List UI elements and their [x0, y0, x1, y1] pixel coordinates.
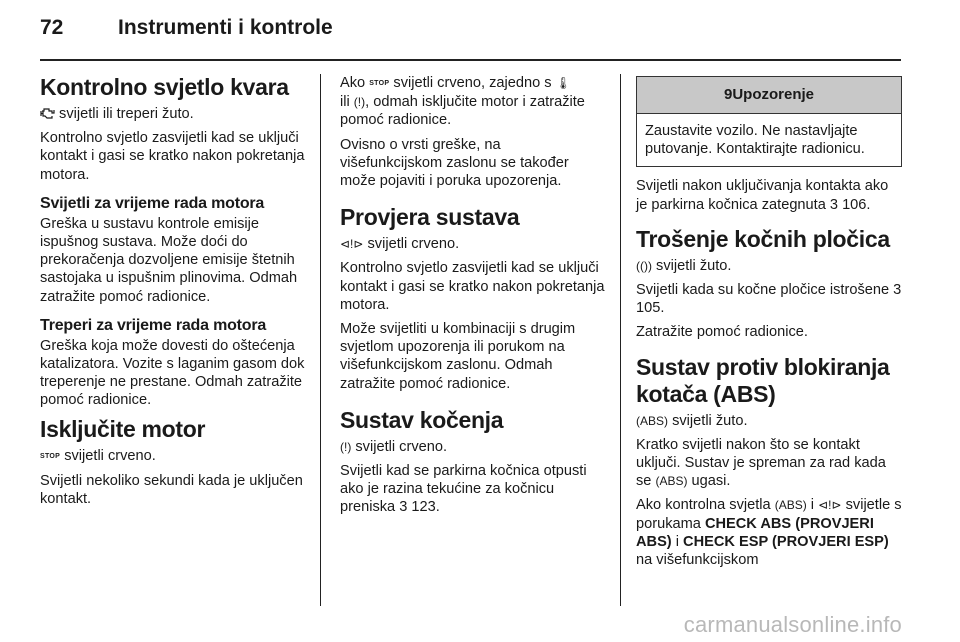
section-title-brake-system: Sustav kočenja: [340, 406, 504, 433]
column-divider-1: [320, 74, 321, 606]
warning-text: Zaustavite vozilo. Ne nastavljajte putovanje. Kontaktirajte radionicu.: [645, 123, 865, 158]
paragraph: ⊲!⊳ svijetli crveno.: [340, 236, 460, 253]
brake-pad-icon: (()): [636, 258, 652, 273]
paragraph: Svijetli nakon uključivanja kontakta ako je parkirna kočnica zategnuta 3 106.: [636, 178, 889, 213]
paragraph: (ABS) svijetli žuto.: [636, 412, 748, 429]
stop-icon: STOP: [369, 80, 390, 87]
abs-icon: (ABS): [774, 498, 807, 513]
right-column: [636, 74, 902, 575]
paragraph: Može svijetliti u kombinaciji s drugim svjetlom upozorenja ili porukom na višefunkcijskom zaslonu. Odmah zatražite pomoć radionice.: [340, 321, 576, 392]
subsection-title-flashing: Treperi za vrijeme rada motora: [40, 316, 267, 334]
paragraph: Zatražite pomoć radionice.: [636, 324, 808, 341]
coolant-temperature-icon: 🌡: [555, 76, 571, 90]
paragraph: STOP svijetli crveno.: [40, 447, 156, 464]
paragraph: (()) svijetli žuto.: [636, 257, 732, 274]
section-title-system-check: Provjera sustava: [340, 204, 520, 231]
subsection-title-while-running: Svijetli za vrijeme rada motora: [40, 194, 265, 212]
warning-title: Upozorenje: [732, 86, 815, 103]
warning-triangle-icon: 9: [723, 86, 733, 103]
paragraph: Kontrolno svjetlo zasvijetli kad se uključi kontakt i gasi se kratko nakon pokretanja motora.: [340, 260, 605, 313]
page-reference-icon: 3: [399, 499, 408, 516]
abs-icon: (ABS): [636, 413, 669, 428]
system-check-icon: ⊲!⊳: [818, 498, 842, 513]
left-column: [40, 74, 308, 514]
abs-icon: (ABS): [655, 474, 688, 489]
section-title-abs: Sustav protiv blokiranja kotača (ABS): [636, 353, 890, 407]
page-reference-icon: 3: [893, 282, 902, 299]
page-number: 72: [40, 16, 64, 39]
brake-system-icon: (!): [353, 95, 366, 110]
warning-header: [637, 77, 901, 114]
stop-icon: STOP: [40, 452, 61, 460]
paragraph: (!) svijetli crveno.: [340, 438, 448, 455]
column-divider-2: [620, 74, 621, 606]
watermark-text: carmanualsonline.info: [683, 612, 902, 637]
system-check-icon: ⊲!⊳: [340, 237, 364, 252]
warning-box: [636, 76, 902, 167]
engine-icon: [40, 107, 55, 119]
header-rule: [40, 59, 901, 61]
page-reference-icon: 3: [829, 196, 839, 213]
brake-system-icon: (!): [340, 439, 352, 454]
paragraph: Greška u sustavu kontrole emisije ispušnog sustava. Može doći do prekoračenja dozvoljene emisije štetnih sastojaka u ispušnim plinovima. Odmah zatražite pomoć radionice.: [40, 215, 298, 305]
section-title-malfunction-light: Kontrolno svjetlo kvara: [40, 74, 289, 100]
middle-column: [340, 74, 606, 523]
paragraph: Greška koja može dovesti do oštećenja katalizatora. Vozite s laganim gasom dok treperenje ne prestane. Odmah zatražite pomoć radionice.: [40, 337, 305, 409]
paragraph: Ako kontrolna svjetla (ABS) i ⊲!⊳ svijetle s porukama CHECK ABS (PROVJERI ABS) i CHECK ESP (PROVJERI ESP) na višefunkcijskom: [636, 497, 902, 569]
section-title-brake-pad-wear: Trošenje kočnih pločica: [636, 225, 890, 252]
section-title-switch-off-engine: Isključite motor: [40, 415, 206, 442]
paragraph: Ovisno o vrsti greške, na višefunkcijskom zaslonu se također može pojaviti i poruka upozorenja.: [340, 136, 569, 190]
paragraph: Svijetli nekoliko sekundi kada je uključen kontakt.: [40, 472, 303, 508]
paragraph: Ako STOP svijetli crveno, zajedno s 🌡 ili (!), odmah isključite motor i zatražite pomoć radionice.: [340, 75, 585, 129]
paragraph: Svijetli kad se parkirna kočnica otpusti ako je razina tekućine za kočnicu preniska 3 123.: [340, 463, 587, 516]
paragraph: svijetli ili treperi žuto.: [40, 105, 308, 123]
paragraph: Kratko svijetli nakon što se kontakt uključi. Sustav je spreman za rad kada se (ABS) ugasi.: [636, 436, 886, 490]
paragraph: Svijetli kada su kočne pločice istrošene 3 105.: [636, 282, 902, 317]
paragraph: Kontrolno svjetlo zasvijetli kad se uključi kontakt i gasi se kratko nakon pokretanja motora.: [40, 130, 305, 183]
page-header-title: Instrumenti i kontrole: [118, 16, 333, 39]
